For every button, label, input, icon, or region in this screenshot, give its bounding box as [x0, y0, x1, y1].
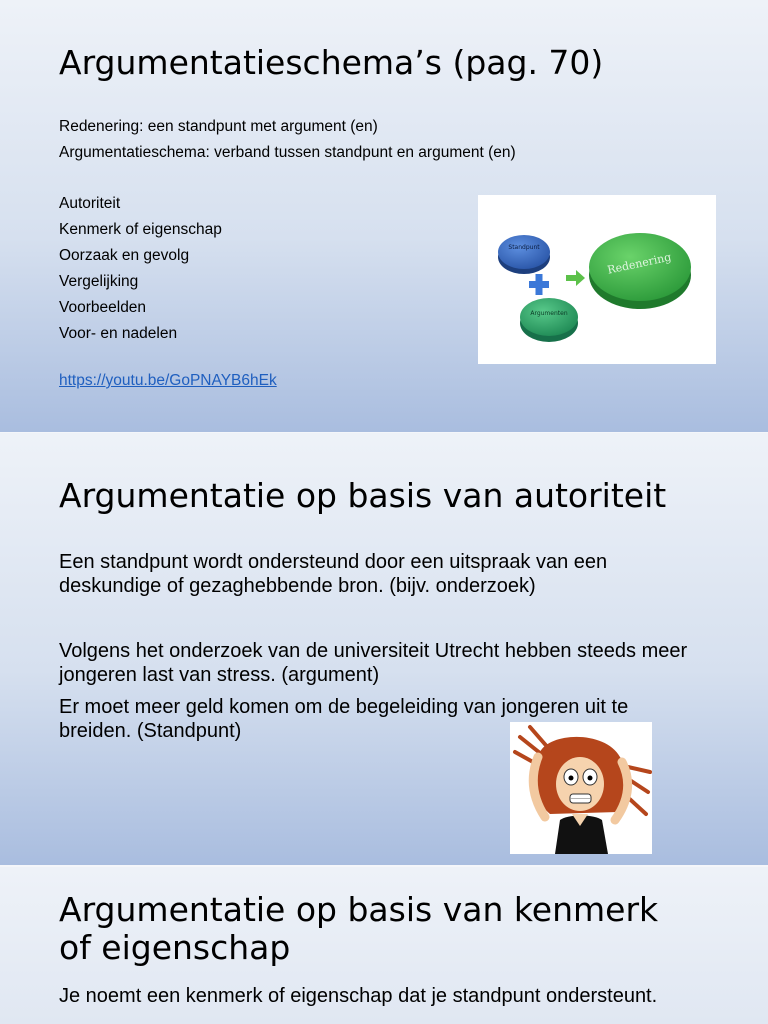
- argumenten-label: Argumenten: [530, 310, 568, 317]
- scheme-item: Voorbeelden: [59, 299, 147, 316]
- standpunt-label: Standpunt: [508, 244, 540, 251]
- stressed-woman-graphic: [510, 722, 652, 854]
- stressed-woman-illustration: [510, 722, 652, 854]
- title-line: Argumentatie op basis van kenmerk: [59, 890, 659, 929]
- redenering-diagram-graphic: [478, 195, 716, 364]
- scheme-item: Vergelijking: [59, 273, 139, 290]
- argument-line: jongeren last van stress. (argument): [59, 664, 380, 686]
- intro-line: Argumentatieschema: verband tussen standpunt en argument (en): [59, 144, 516, 161]
- standpoint-line: breiden. (Standpunt): [59, 720, 242, 742]
- definition-line: Je noemt een kenmerk of eigenschap dat je standpunt ondersteunt.: [59, 985, 658, 1007]
- arrow-icon: [566, 270, 585, 286]
- standpunt-disc: [498, 235, 550, 269]
- scheme-item: Autoriteit: [59, 195, 121, 212]
- scheme-item: Kenmerk of eigenschap: [59, 221, 222, 238]
- scheme-item: Voor- en nadelen: [59, 325, 178, 342]
- intro-line: Redenering: een standpunt met argument (en): [59, 118, 378, 135]
- standpoint-line: Er moet meer geld komen om de begeleiding van jongeren uit te: [59, 696, 629, 718]
- slide1-title: Argumentatieschema’s (pag. 70): [59, 43, 604, 82]
- example-argument: [59, 639, 719, 687]
- redenering-label: Redenering: [606, 250, 673, 277]
- slide2-title: Argumentatie op basis van autoriteit: [59, 476, 667, 515]
- scheme-list: [59, 191, 222, 347]
- autoriteit-definition: [59, 550, 719, 598]
- intro-text: [59, 114, 516, 166]
- youtube-link[interactable]: https://youtu.be/GoPNAYB6hEk: [59, 372, 277, 389]
- definition-line: Een standpunt wordt ondersteund door een uitspraak van een: [59, 551, 608, 573]
- argument-line: Volgens het onderzoek van de universiteit Utrecht hebben steeds meer: [59, 640, 688, 662]
- definition-line: deskundige of gezaghebbende bron. (bijv. onderzoek): [59, 575, 536, 597]
- kenmerk-definition: [59, 984, 719, 1008]
- redenering-diagram: [478, 195, 716, 364]
- slide3-title: [59, 891, 658, 967]
- title-line: of eigenschap: [59, 928, 291, 967]
- argumenten-disc: [520, 298, 578, 336]
- scheme-item: Oorzaak en gevolg: [59, 247, 190, 264]
